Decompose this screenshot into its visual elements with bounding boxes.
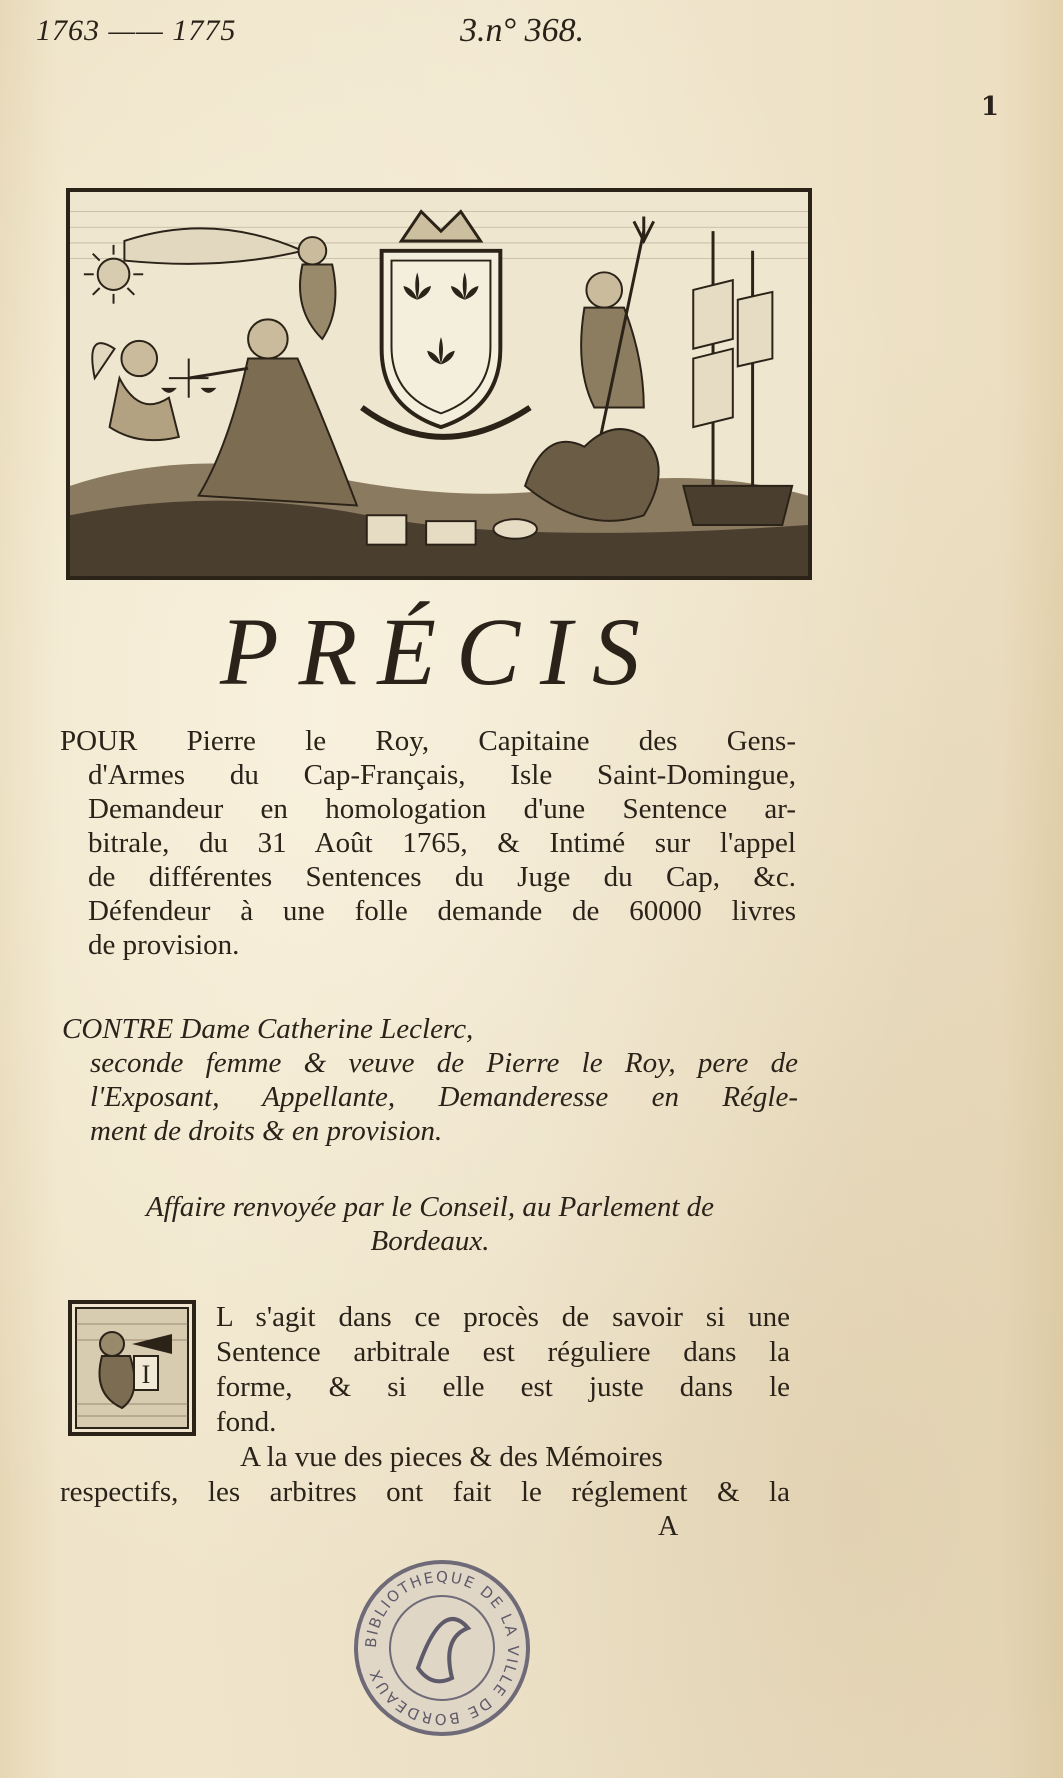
body-line: forme, & si elle est juste dans le — [216, 1371, 790, 1403]
handwritten-dates: 1763 —— 1775 — [36, 14, 237, 47]
page-number: 1 — [980, 92, 999, 122]
body-line: A la vue des pieces & des Mémoires — [240, 1441, 663, 1473]
library-stamp-drawing — [352, 1558, 532, 1738]
decorative-initial-drawing — [72, 1304, 192, 1432]
dropcap-letter: I — [141, 1360, 151, 1389]
pour-line: de provision. — [88, 929, 240, 961]
contre-line: l'Exposant, Appellante, Demanderesse en Régle- — [90, 1081, 798, 1113]
woodcut-drawing — [70, 192, 808, 576]
library-stamp — [352, 1558, 532, 1738]
affaire-note — [70, 1190, 790, 1258]
body-line: L s'agit dans ce procès de savoir si une — [216, 1301, 790, 1333]
stamp-text: BIBLIOTHEQUE DE LA VILLE DE BORDEAUX — [361, 1567, 523, 1729]
pour-line: de différentes Sentences du Juge du Cap, &c. — [88, 861, 796, 893]
pour-line: Demandeur en homologation d'une Sentence ar- — [88, 793, 796, 825]
affaire-line: Bordeaux. — [370, 1225, 490, 1257]
affaire-line: Affaire renvoyée par le Conseil, au Parlement de — [145, 1191, 715, 1223]
body-line: fond. — [216, 1406, 277, 1438]
contre-line: ment de droits & en provision. — [90, 1115, 443, 1147]
body-paragraph — [216, 1300, 790, 1440]
signature-mark: A — [658, 1511, 679, 1542]
body-line: Sentence arbitrale est réguliere dans la — [216, 1336, 790, 1368]
pour-line: bitrale, du 31 Août 1765, & Intimé sur l'appel — [88, 827, 796, 859]
decorative-initial-letter — [68, 1300, 196, 1436]
pour-line: Défendeur à une folle demande de 60000 livres — [88, 895, 796, 927]
pour-line: d'Armes du Cap-Français, Isle Saint-Domingue, — [88, 759, 796, 791]
body-continuation — [60, 1440, 790, 1510]
page-title: PRÉCIS — [220, 598, 660, 705]
handwritten-reference: 3.n° 368. — [460, 12, 585, 49]
contre-line: seconde femme & veuve de Pierre le Roy, pere de — [90, 1047, 798, 1079]
pour-paragraph — [60, 724, 796, 962]
allegorical-woodcut-illustration — [66, 188, 812, 580]
contre-paragraph — [62, 1012, 798, 1148]
contre-line: CONTRE Dame Catherine Leclerc, — [62, 1013, 474, 1045]
body-line: respectifs, les arbitres ont fait le réglement & la — [60, 1476, 790, 1508]
pour-line: POUR Pierre le Roy, Capitaine des Gens- — [60, 725, 796, 757]
